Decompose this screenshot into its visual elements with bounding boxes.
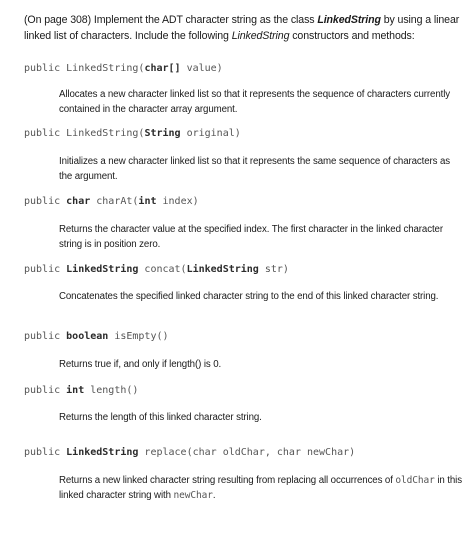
method-signature: public LinkedString replace(char oldChar, char newChar)	[24, 447, 356, 458]
method-signature: public int length()	[24, 385, 139, 396]
intro-text: constructors and methods:	[289, 30, 415, 42]
intro-text: by using a linear linked list of characters. Include the following	[24, 14, 460, 42]
class-name: LinkedString	[231, 30, 290, 42]
intro-paragraph	[24, 12, 464, 44]
method-description: Returns a new linked character string resulting from replacing all occurrences of oldChar in this linked character string with newChar.	[59, 475, 462, 501]
class-name: LinkedString	[317, 14, 381, 26]
method-description: Returns true if, and only if length() is 0.	[59, 359, 222, 370]
method-description: Initializes a new character linked list so that it represents the same sequence of characters as the argument.	[59, 156, 451, 182]
method-signature: public LinkedString(String original)	[24, 128, 241, 139]
intro-text: (On page 308) Implement the ADT character string as the class	[24, 14, 318, 26]
method-description: Returns the character value at the specified index. The first character in the linked character string is in position zero.	[59, 224, 443, 250]
method-description: Returns the length of this linked character string.	[59, 412, 262, 423]
method-description: Concatenates the specified linked character string to the end of this linked character string.	[59, 291, 439, 302]
method-signature: public LinkedString(char[] value)	[24, 63, 223, 74]
code-inline: oldChar	[395, 475, 435, 486]
method-signature: public char charAt(int index)	[24, 196, 199, 207]
method-signature: public LinkedString concat(LinkedString str)	[24, 264, 289, 275]
method-signature: public boolean isEmpty()	[24, 331, 169, 342]
code-inline: newChar	[173, 489, 213, 501]
method-description: Allocates a new character linked list so that it represents the sequence of characters currently contained in the character array argument.	[59, 89, 451, 115]
